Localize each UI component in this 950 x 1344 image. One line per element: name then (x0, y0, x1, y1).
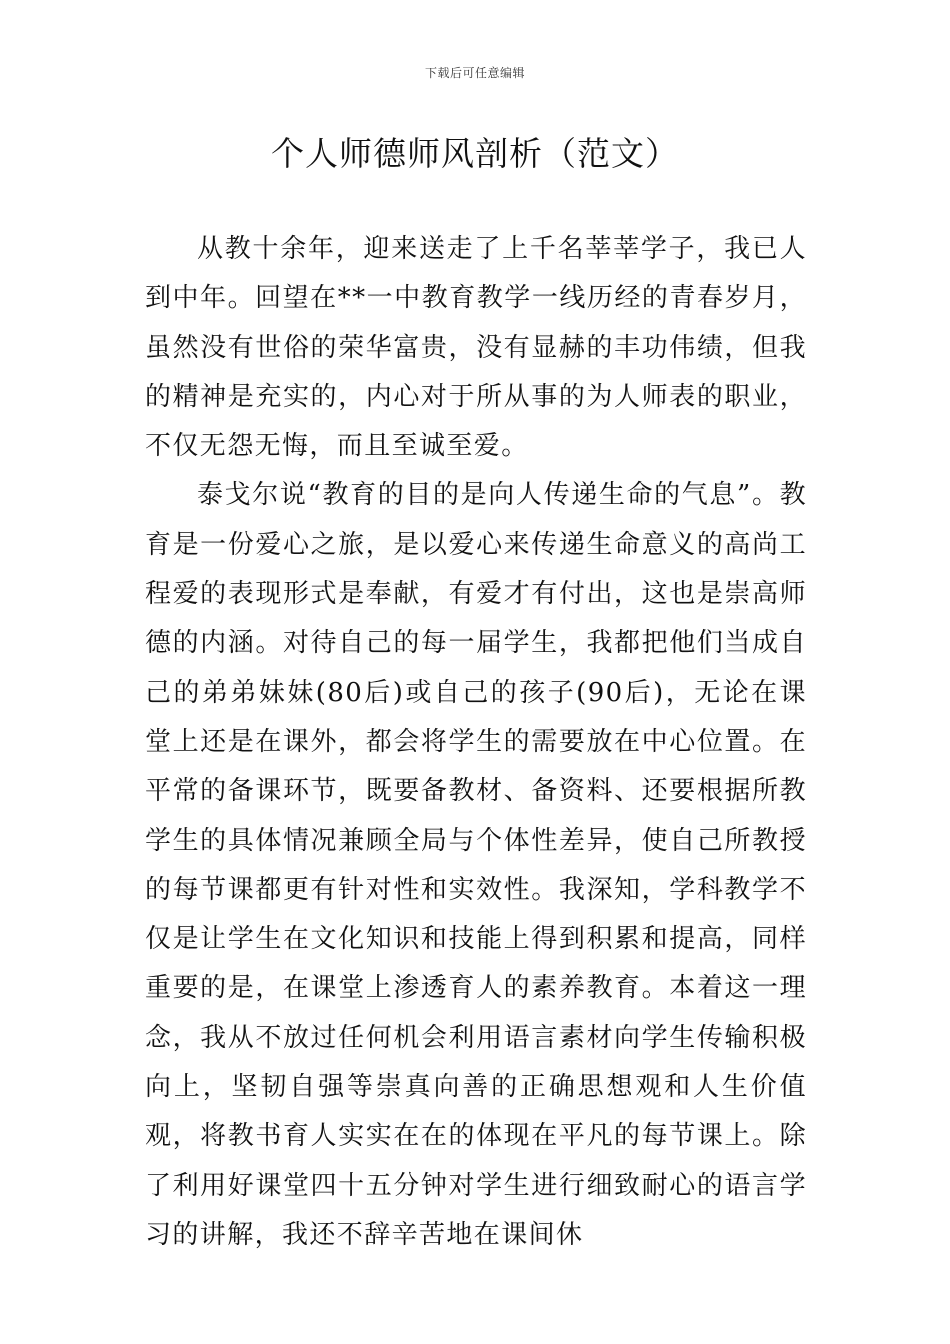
paragraph: 泰戈尔说“教育的目的是向人传递生命的气息”。教育是一份爱心之旅，是以爱心来传递生命意义的高尚工程爱的表现形式是奉献，有爱才有付出，这也是崇高师德的内涵。对待自己的每一届学生，我都把他们当成自己的弟弟妹妹(80后)或自己的孩子(90后)，无论在课堂上还是在课外，都会将学生的需要放在中心位置。在平常的备课环节，既要备教材、备资料、还要根据所教学生的具体情况兼顾全局与个体性差异，使自己所教授的每节课都更有针对性和实效性。我深知，学科教学不仅是让学生在文化知识和技能上得到积累和提高，同样重要的是，在课堂上渗透育人的素养教育。本着这一理念，我从不放过任何机会利用语言素材向学生传输积极向上，坚韧自强等崇真向善的正确思想观和人生价值观，将教书育人实实在在的体现在平凡的每节课上。除了利用好课堂四十五分钟对学生进行细致耐心的语言学习的讲解，我还不辞辛苦地在课间休 (145, 480, 807, 1250)
paragraph: 从教十余年，迎来送走了上千名莘莘学子，我已人到中年。回望在**一中教育教学一线历经的青春岁月，虽然没有世俗的荣华富贵，没有显赫的丰功伟绩，但我的精神是充实的，内心对于所从事的为人师表的职业，不仅无怨无悔，而且至诚至爱。 (145, 234, 807, 462)
body-text (145, 225, 807, 1260)
page-title: 个人师德师风剖析（范文） (271, 134, 679, 173)
header-note: 下载后可任意编辑 (424, 66, 525, 80)
